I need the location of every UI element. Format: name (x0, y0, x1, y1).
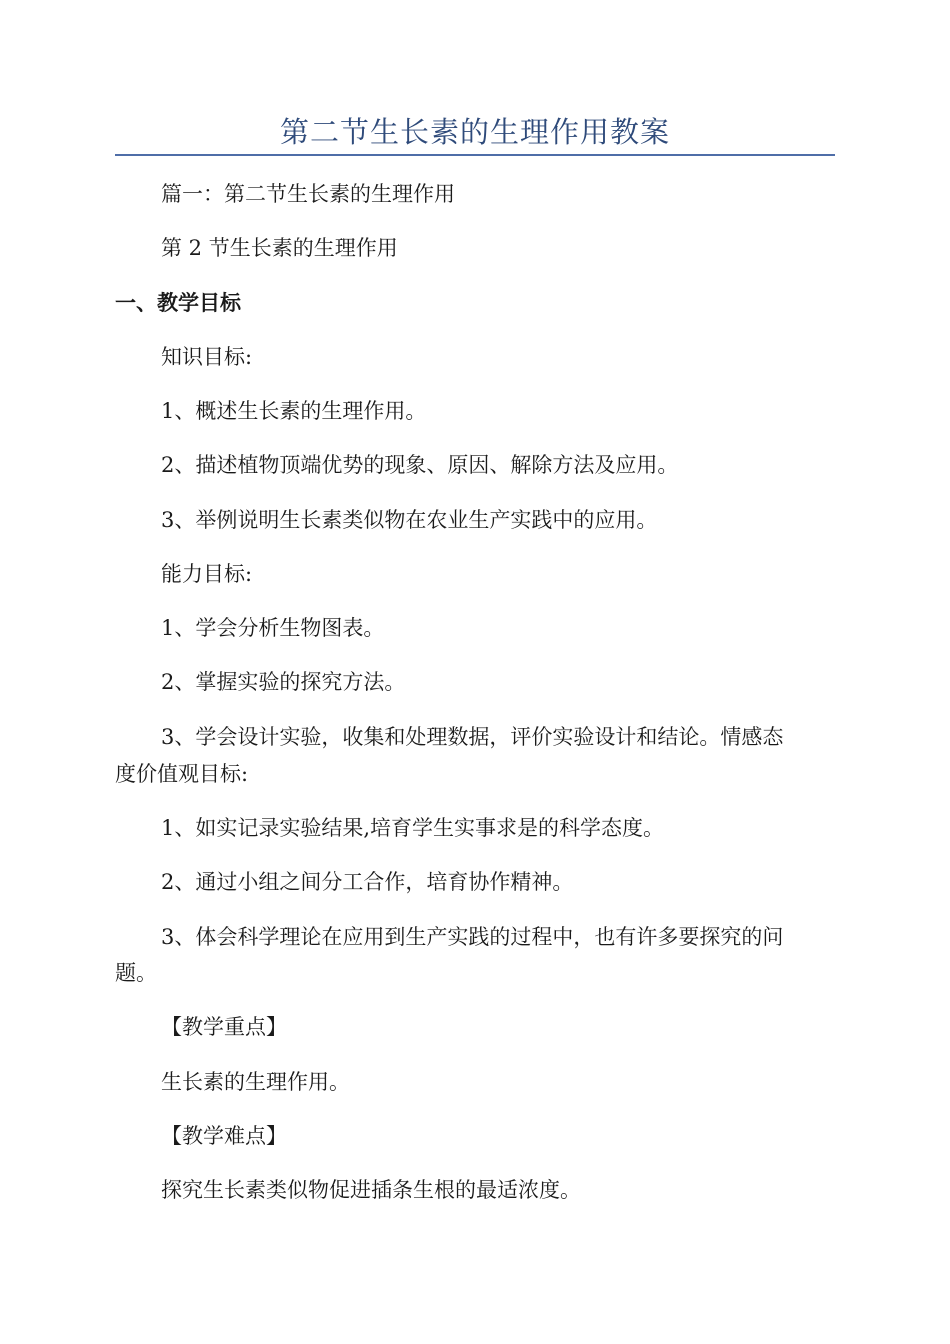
teaching-focus-text: 生长素的生理作用。 (161, 1070, 350, 1094)
ability-objectives-label: 能力目标: (161, 562, 253, 586)
teaching-difficulty-text: 探究生长素类似物促进插条生根的最适浓度。 (161, 1178, 581, 1202)
ability-item-2: 2、掌握实验的探究方法。 (161, 670, 406, 694)
section-subtitle: 第 2 节生长素的生理作用 (161, 236, 398, 260)
document-title: 第二节生长素的生理作用教案 (279, 115, 670, 149)
ability-item-3: 3、学会设计实验，收集和处理数据，评价实验设计和结论。情感态 (161, 725, 784, 749)
knowledge-item-3: 3、举例说明生长素类似物在农业生产实践中的应用。 (161, 508, 658, 532)
heading-teaching-objectives: 一、教学目标 (115, 291, 241, 315)
attitude-item-2: 2、通过小组之间分工合作，培育协作精神。 (161, 870, 574, 894)
ability-item-1: 1、学会分析生物图表。 (161, 616, 385, 640)
teaching-difficulty-label: 【教学难点】 (161, 1124, 287, 1148)
subtitle-line: 篇一：第二节生长素的生理作用 (161, 182, 455, 206)
teaching-focus-label: 【教学重点】 (161, 1015, 287, 1039)
attitude-item-1: 1、如实记录实验结果,培育学生实事求是的科学态度。 (161, 816, 665, 840)
knowledge-objectives-label: 知识目标: (161, 345, 253, 369)
title-underline (115, 154, 835, 156)
knowledge-item-2: 2、描述植物顶端优势的现象、原因、解除方法及应用。 (161, 453, 679, 477)
attitude-item-3: 3、体会科学理论在应用到生产实践的过程中，也有许多要探究的问 (161, 925, 784, 949)
ability-item-3-continuation: 度价值观目标: (115, 762, 249, 786)
attitude-item-3-continuation: 题。 (115, 961, 157, 985)
knowledge-item-1: 1、概述生长素的生理作用。 (161, 399, 427, 423)
